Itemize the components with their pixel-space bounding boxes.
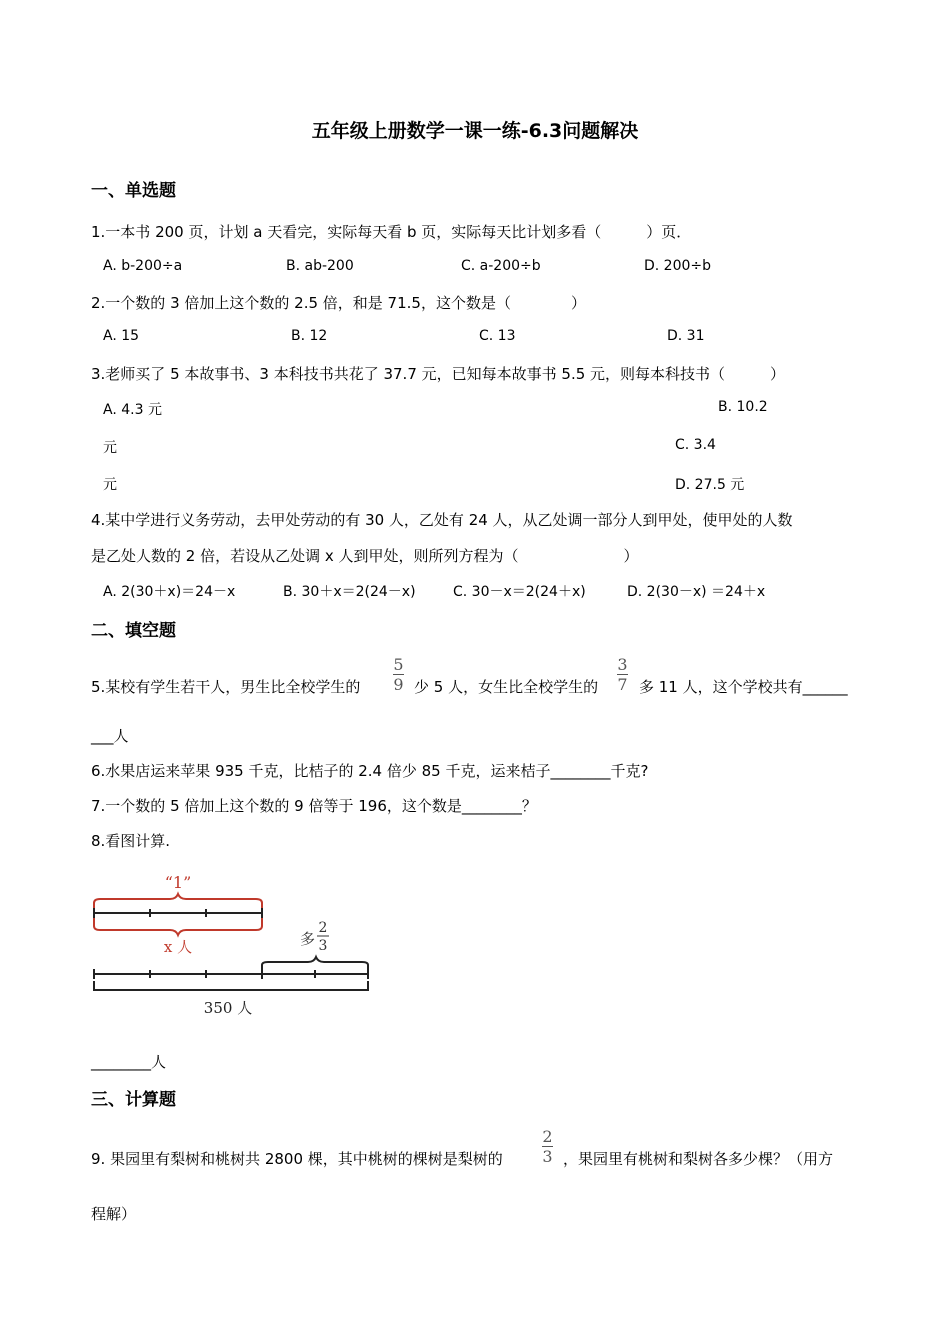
question-5-line-2: ___人 [91,727,129,745]
page-title: 五年级上册数学一课一练-6.3问题解决 [311,120,639,142]
more-numerator: 2 [318,920,328,936]
q1-option-d[interactable]: D. 200÷b [644,258,712,274]
q4-option-a[interactable]: A. 2(30＋x)＝24－x [103,584,236,600]
label-total: 350 人 [203,999,253,1017]
fraction-numerator: 2 [542,1127,553,1146]
q4-option-b[interactable]: B. 30＋x＝2(24－x) [283,584,416,600]
q8-line-diagram [88,866,378,1026]
q1-option-b[interactable]: B. ab-200 [286,258,354,274]
question-8-answer: ________人 [91,1053,167,1071]
q9-fraction [542,1128,553,1165]
q2-option-d[interactable]: D. 31 [667,328,705,344]
more-denominator: 3 [318,938,328,954]
question-4-line-2: 是乙处人数的 2 倍，若设从乙处调 x 人到甲处，则所列方程为（ ） [91,547,639,565]
q4-option-c[interactable]: C. 30－x＝2(24＋x) [453,584,586,600]
brace-x [94,918,262,935]
question-1: 1.一本书 200 页，计划 a 天看完，实际每天看 b 页，实际每天比计划多看（ ）页． [91,223,692,241]
question-4-line-1: 4.某中学进行义务劳动，去甲处劳动的有 30 人，乙处有 24 人，从乙处调一部分人到甲处，使甲处的人数 [91,511,793,529]
section-heading-calculation: 三、计算题 [91,1090,176,1110]
question-7: 7.一个数的 5 倍加上这个数的 9 倍等于 196，这个数是________？ [91,797,537,815]
q3-option-a[interactable]: A. 4.3 元 [103,402,162,418]
q2-option-c[interactable]: C. 13 [479,328,516,344]
question-9-part-2: ，果园里有桃树和梨树各多少棵？（用方 [563,1150,834,1168]
bracket-total [94,981,368,990]
q3-option-a-unit: 元 [103,440,117,456]
brace-more [262,957,368,972]
section-heading-fill-in: 二、填空题 [91,621,176,641]
question-6: 6.水果店运来苹果 935 千克，比桔子的 2.4 倍少 85 千克，运来桔子________千克? [91,762,649,780]
question-5-part-1: 5.某校有学生若干人，男生比全校学生的 [91,678,361,696]
question-8: 8.看图计算. [91,832,171,850]
question-2: 2.一个数的 3 倍加上这个数的 2.5 倍，和是 71.5，这个数是（ ） [91,294,586,312]
q1-option-c[interactable]: C. a-200÷b [461,258,541,274]
label-one: “1” [164,873,192,892]
q1-option-a[interactable]: A. b-200÷a [103,258,183,274]
section-heading-single-choice: 一、单选题 [91,181,176,201]
fraction-denominator: 7 [617,675,628,694]
q4-option-d[interactable]: D. 2(30－x) ＝24＋x [627,584,766,600]
question-5-part-2: 少 5 人，女生比全校学生的 [414,678,599,696]
q5-fraction-1 [393,656,404,693]
q3-option-b-unit: 元 [103,477,117,493]
label-x: x 人 [163,938,193,956]
fraction-denominator: 9 [393,675,404,694]
q2-option-b[interactable]: B. 12 [291,328,328,344]
label-more: 多 [300,930,316,948]
q2-option-a[interactable]: A. 15 [103,328,140,344]
question-9-part-1: 9. 果园里有梨树和桃树共 2800 棵，其中桃树的棵树是梨树的 [91,1150,503,1168]
q3-option-d[interactable]: D. 27.5 元 [675,477,745,493]
q5-fraction-2 [617,656,628,693]
fraction-numerator: 5 [393,655,404,674]
question-9-line-2: 程解） [91,1205,137,1223]
fraction-denominator: 3 [542,1147,553,1166]
question-3: 3.老师买了 5 本故事书、3 本科技书共花了 37.7 元，已知每本故事书 5.5 元，则每本科技书（ ） [91,365,786,383]
fraction-numerator: 3 [617,655,628,674]
question-5-part-3: 多 11 人，这个学校共有______ [639,678,848,696]
brace-one [94,894,262,911]
q3-option-c[interactable]: C. 3.4 [675,437,716,453]
q3-option-b[interactable]: B. 10.2 [718,399,768,415]
